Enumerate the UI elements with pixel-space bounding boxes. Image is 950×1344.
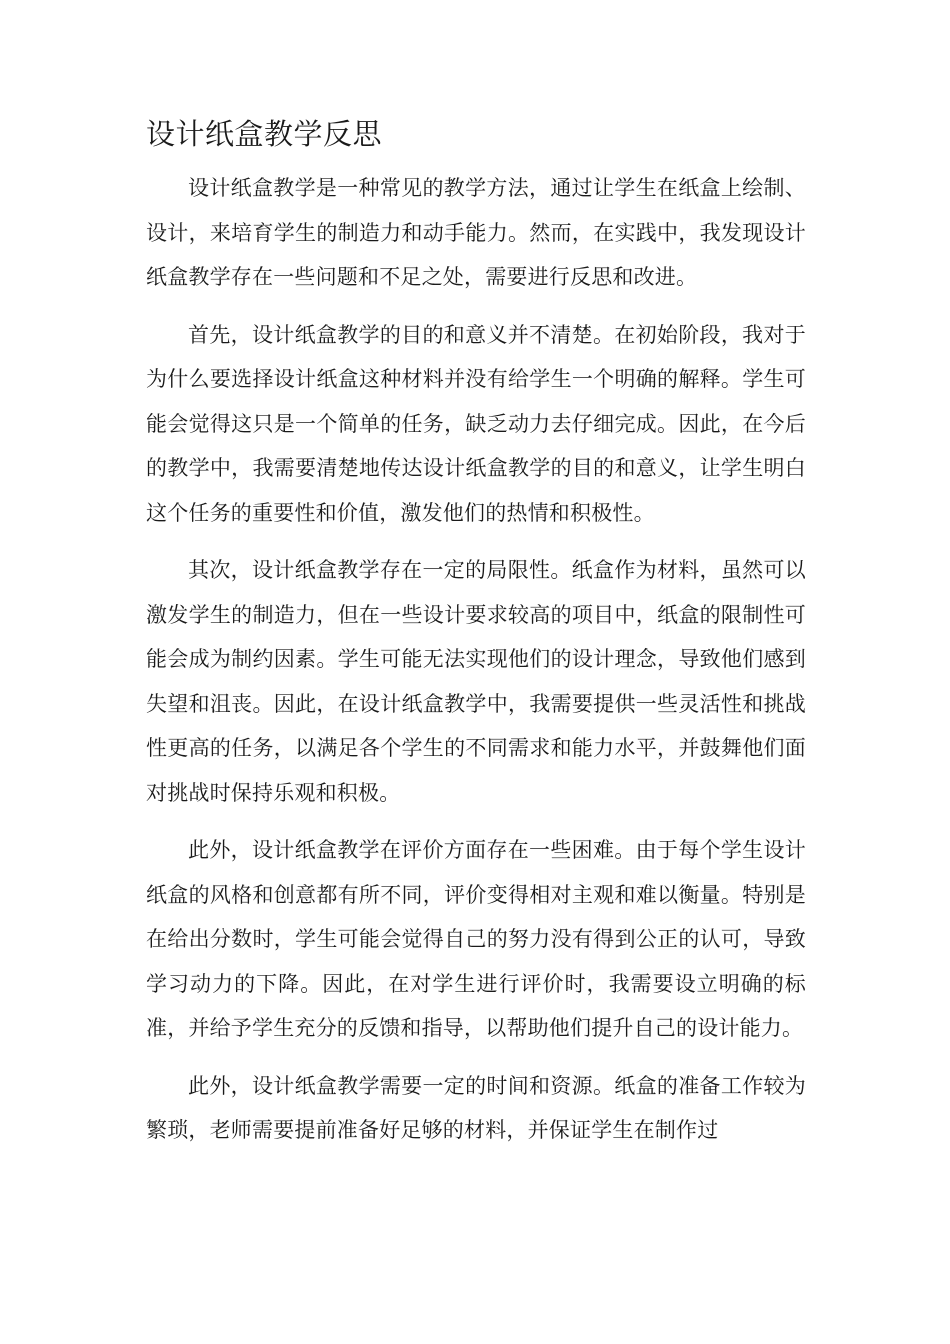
- paragraph-first: 首先，设计纸盒教学的目的和意义并不清楚。在初始阶段，我对于为什么要选择设计纸盒这种材料并没有给学生一个明确的解释。学生可能会觉得这只是一个简单的任务，缺乏动力去仔细完成。因此，在今后的教学中，我需要清楚地传达设计纸盒教学的目的和意义，让学生明白这个任务的重要性和价值，激发他们的热情和积极性。: [146, 322, 806, 525]
- paragraph-second: 其次，设计纸盒教学存在一定的局限性。纸盒作为材料，虽然可以激发学生的制造力，但在一些设计要求较高的项目中，纸盒的限制性可能会成为制约因素。学生可能无法实现他们的设计理念，导致他们感到失望和沮丧。因此，在设计纸盒教学中，我需要提供一些灵活性和挑战性更高的任务，以满足各个学生的不同需求和能力水平，并鼓舞他们面对挑战时保持乐观和积极。: [146, 558, 806, 805]
- paragraph-intro: 设计纸盒教学是一种常见的教学方法，通过让学生在纸盒上绘制、设计，来培育学生的制造力和动手能力。然而，在实践中，我发现设计纸盒教学存在一些问题和不足之处，需要进行反思和改进。: [146, 176, 806, 289]
- paragraph-fourth: 此外，设计纸盒教学需要一定的时间和资源。纸盒的准备工作较为繁琐，老师需要提前准备好足够的材料，并保证学生在制作过: [146, 1073, 806, 1142]
- document-page: [146, 112, 806, 1166]
- paragraph-third: 此外，设计纸盒教学在评价方面存在一些困难。由于每个学生设计纸盒的风格和创意都有所不同，评价变得相对主观和难以衡量。特别是在给出分数时，学生可能会觉得自己的努力没有得到公正的认可，导致学习动力的下降。因此，在对学生进行评价时，我需要设立明确的标准，并给予学生充分的反馈和指导，以帮助他们提升自己的设计能力。: [146, 838, 806, 1040]
- document-title: 设计纸盒教学反思: [146, 117, 383, 151]
